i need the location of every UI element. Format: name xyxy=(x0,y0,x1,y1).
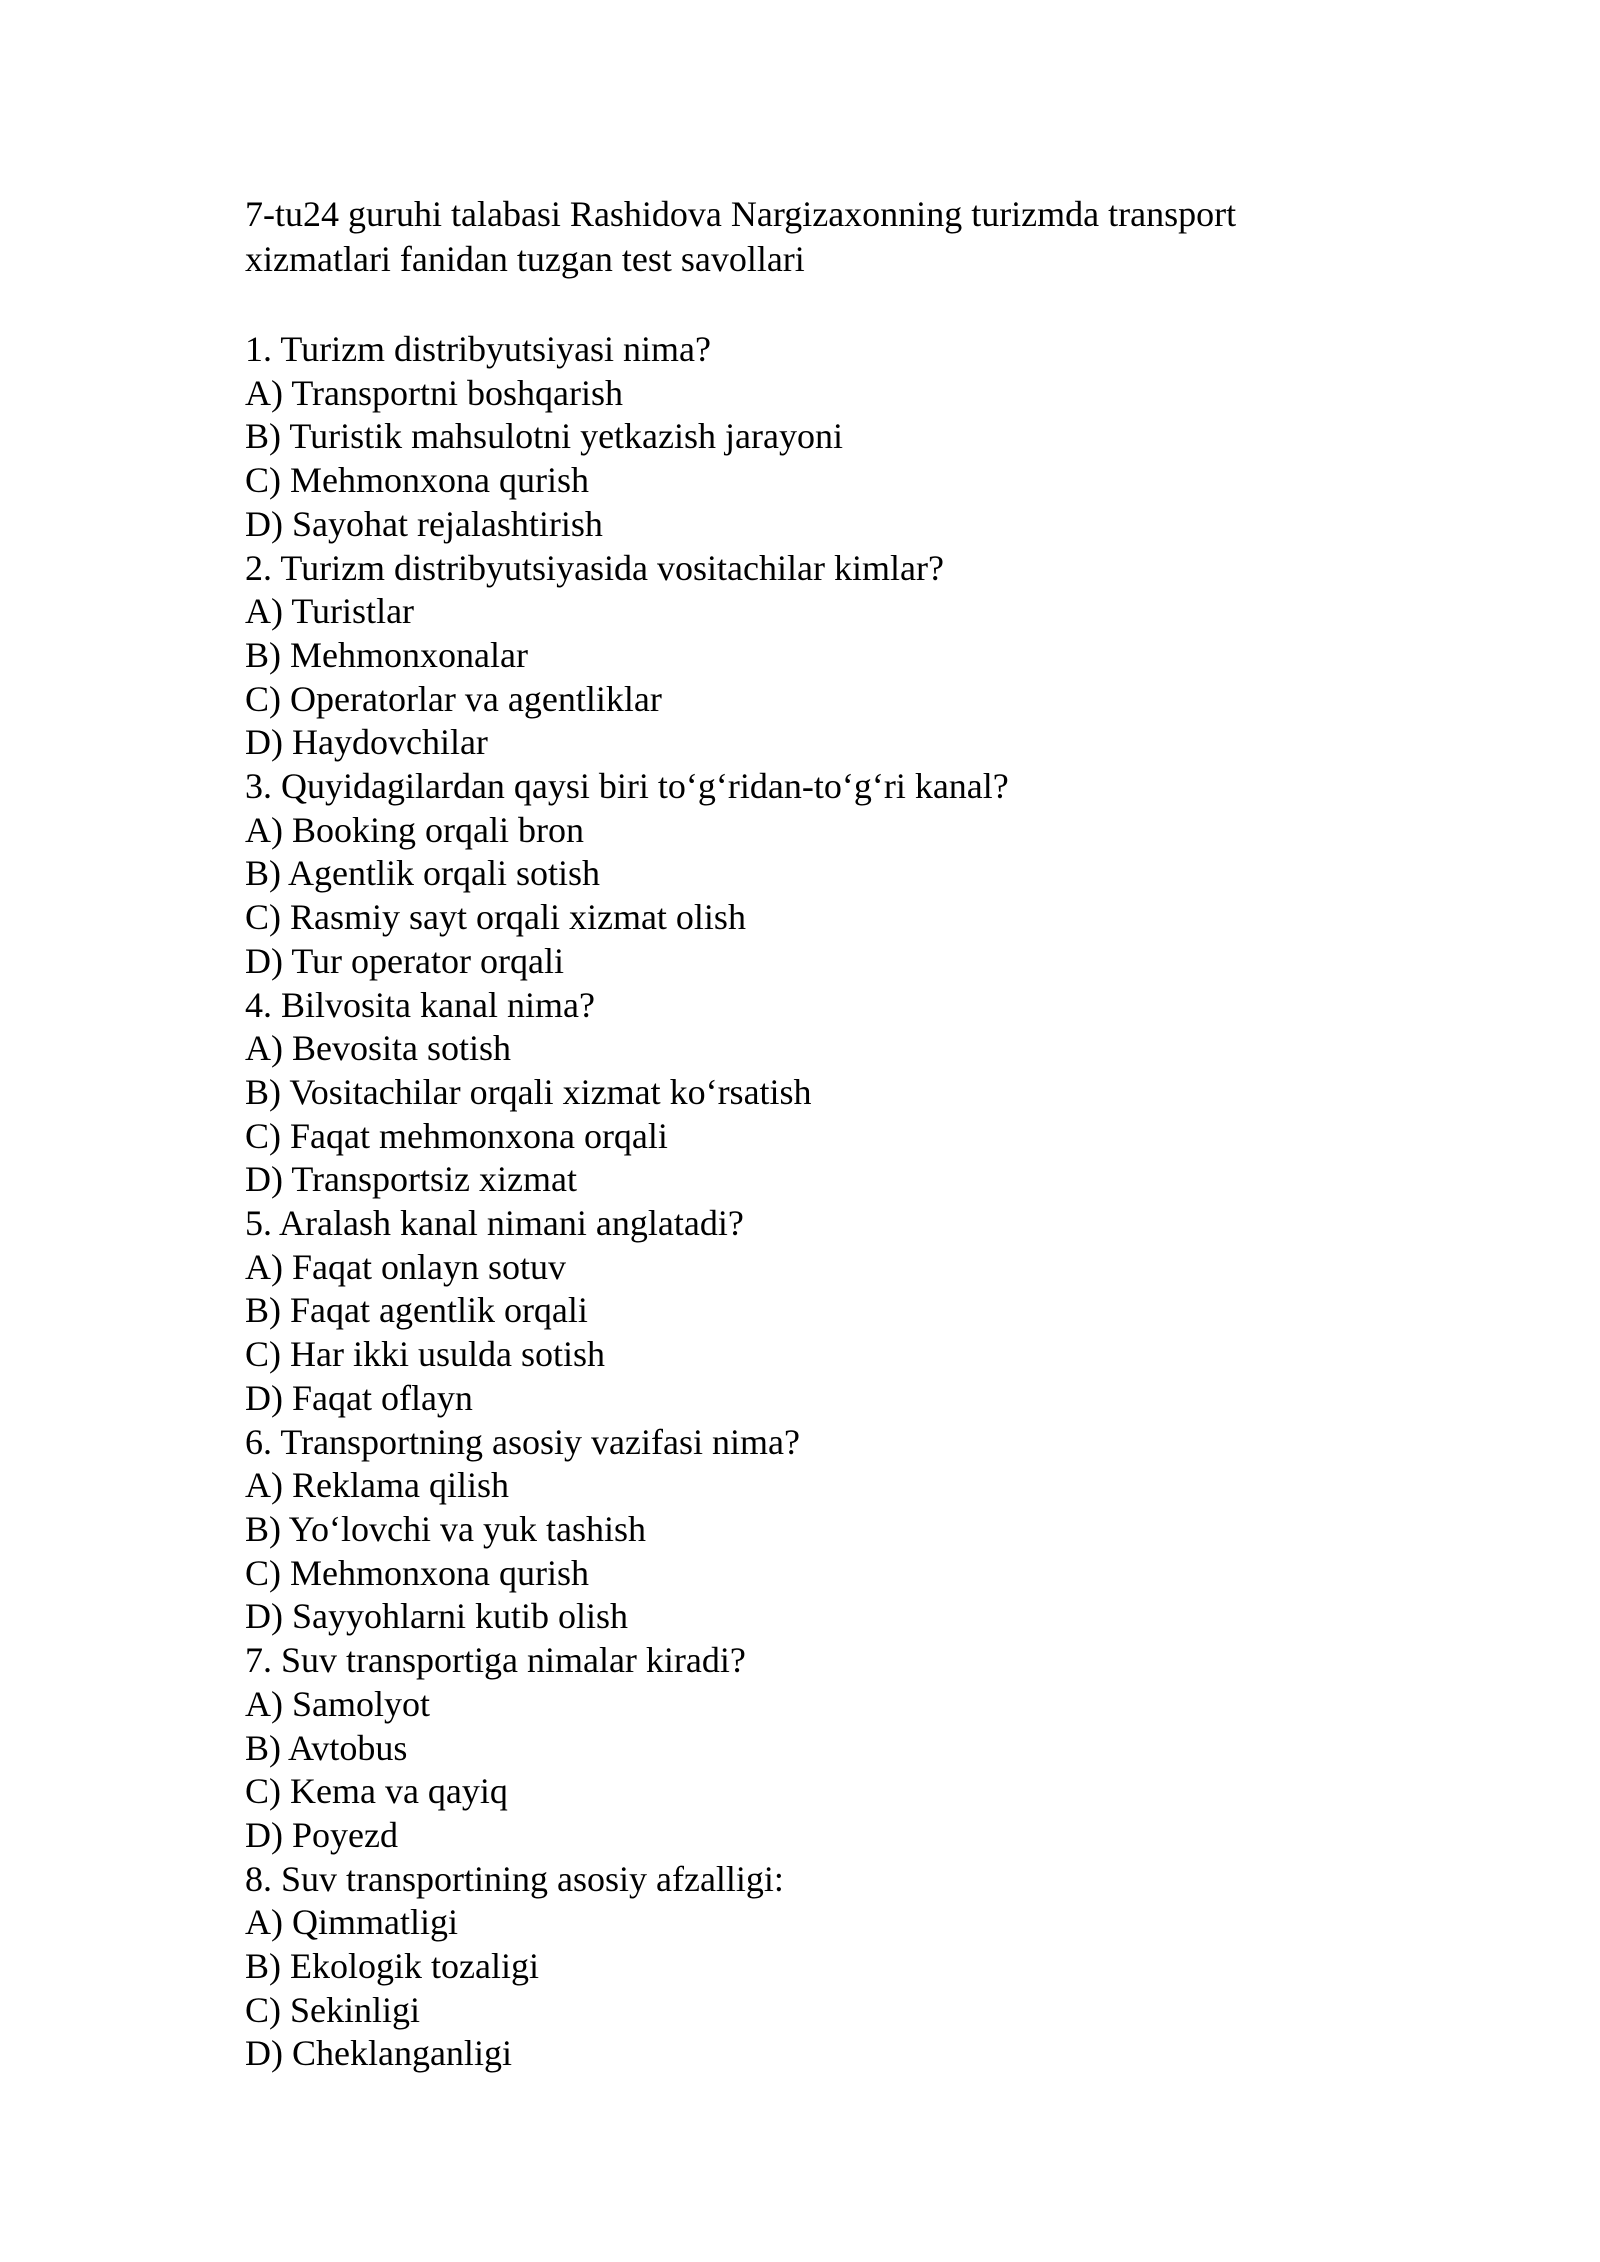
question-5 xyxy=(245,1202,1395,1421)
answer-option-d: D) Sayyohlarni kutib olish xyxy=(245,1596,628,1637)
question-1 xyxy=(245,328,1395,547)
answer-option-c: C) Kema va qayiq xyxy=(245,1771,508,1812)
document-page xyxy=(245,192,1395,2076)
answer-option-c: C) Sekinligi xyxy=(245,1989,421,2030)
answer-option-a: A) Reklama qilish xyxy=(245,1465,509,1506)
answer-option-c: C) Har ikki usulda sotish xyxy=(245,1334,605,1375)
question-text: 2. Turizm distribyutsiyasida vositachilar kimlar? xyxy=(245,547,944,588)
answer-option-d: D) Transportsiz xizmat xyxy=(245,1159,577,1200)
document-title xyxy=(245,192,1395,282)
answer-option-a: A) Faqat onlayn sotuv xyxy=(245,1246,566,1287)
question-8 xyxy=(245,1858,1395,2077)
answer-option-c: C) Mehmonxona qurish xyxy=(245,1552,589,1593)
answer-option-b: B) Ekologik tozaligi xyxy=(245,1946,539,1987)
answer-option-d: D) Faqat oflayn xyxy=(245,1377,473,1418)
answer-option-b: B) Vositachilar orqali xizmat ko‘rsatish xyxy=(245,1071,812,1112)
answer-option-b: B) Faqat agentlik orqali xyxy=(245,1290,588,1331)
answer-option-c: C) Rasmiy sayt orqali xizmat olish xyxy=(245,897,746,938)
question-text: 3. Quyidagilardan qaysi biri to‘g‘ridan-to‘g‘ri kanal? xyxy=(245,766,1009,807)
answer-option-d: D) Tur operator orqali xyxy=(245,940,564,981)
answer-option-c: C) Faqat mehmonxona orqali xyxy=(245,1115,668,1156)
question-text: 1. Turizm distribyutsiyasi nima? xyxy=(245,329,712,369)
answer-option-a: A) Bevosita sotish xyxy=(245,1028,511,1069)
question-list xyxy=(245,328,1395,2076)
question-text: 7. Suv transportiga nimalar kiradi? xyxy=(245,1640,746,1681)
question-3 xyxy=(245,765,1395,984)
answer-option-b: B) Avtobus xyxy=(245,1727,408,1768)
answer-option-a: A) Transportni boshqarish xyxy=(245,372,624,413)
answer-option-d: D) Cheklanganligi xyxy=(245,2033,512,2074)
answer-option-a: A) Samolyot xyxy=(245,1683,430,1724)
answer-option-b: B) Agentlik orqali sotish xyxy=(245,853,600,894)
answer-option-a: A) Qimmatligi xyxy=(245,1902,458,1943)
title-line-2: xizmatlari fanidan tuzgan test savollari xyxy=(245,239,805,279)
answer-option-a: A) Booking orqali bron xyxy=(245,809,584,850)
answer-option-d: D) Haydovchilar xyxy=(245,722,488,763)
question-4 xyxy=(245,984,1395,1203)
answer-option-c: C) Operatorlar va agentliklar xyxy=(245,678,662,719)
answer-option-b: B) Mehmonxonalar xyxy=(245,634,528,675)
answer-option-c: C) Mehmonxona qurish xyxy=(245,460,589,501)
question-text: 4. Bilvosita kanal nima? xyxy=(245,984,595,1025)
answer-option-d: D) Poyezd xyxy=(245,1814,398,1855)
title-line-1: 7-tu24 guruhi talabasi Rashidova Nargizaxonning turizmda transport xyxy=(245,194,1237,234)
question-7 xyxy=(245,1639,1395,1858)
answer-option-b: B) Yo‘lovchi va yuk tashish xyxy=(245,1508,647,1549)
answer-option-a: A) Turistlar xyxy=(245,591,415,632)
question-2 xyxy=(245,547,1395,766)
question-text: 6. Transportning asosiy vazifasi nima? xyxy=(245,1421,800,1462)
answer-option-b: B) Turistik mahsulotni yetkazish jarayoni xyxy=(245,416,843,457)
question-text: 8. Suv transportining asosiy afzalligi: xyxy=(245,1858,784,1899)
question-6 xyxy=(245,1421,1395,1640)
question-text: 5. Aralash kanal nimani anglatadi? xyxy=(245,1203,744,1244)
answer-option-d: D) Sayohat rejalashtirish xyxy=(245,503,603,544)
